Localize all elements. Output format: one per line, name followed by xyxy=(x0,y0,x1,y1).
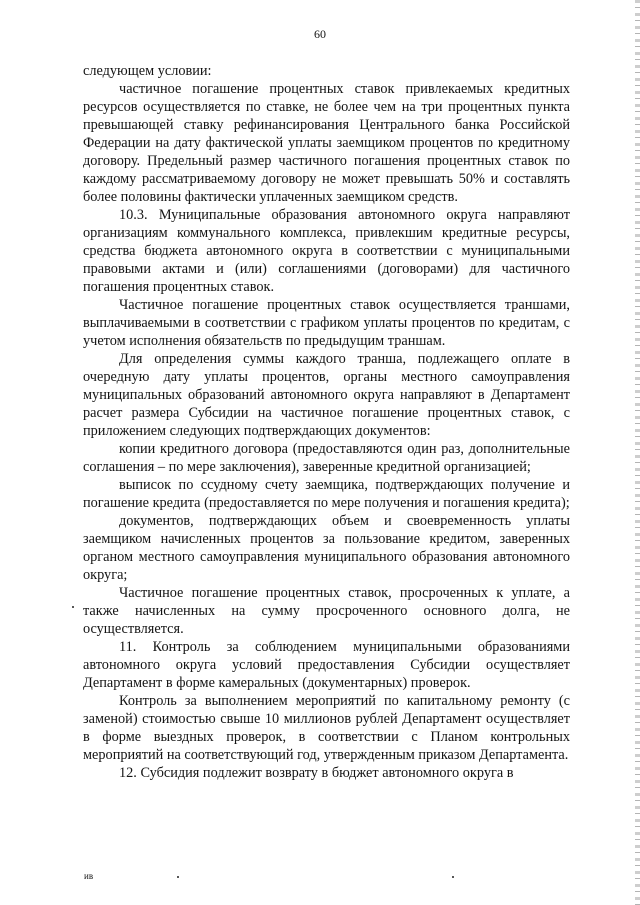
paragraph-11: Контроль за выполнением мероприятий по капитальному ремонту (с заменой) стоимостью свыше 10 миллионов рублей Департамент осуществляет в форме выездных проверок, в соответствии с Планом контрольных мероприятий на соответствующий год, утвержденным приказом Департамента. xyxy=(83,693,570,763)
footer-mark: ив xyxy=(84,871,94,881)
scan-dot xyxy=(72,606,74,608)
paragraph-9: Частичное погашение процентных ставок, просроченных к уплате, а также начисленных на сумму просроченного основного долга, не осуществляется. xyxy=(83,585,570,637)
paragraph-7: выписок по ссудному счету заемщика, подтверждающих получение и погашение кредита (предоставляется по мере получения и погашения кредита); xyxy=(83,477,570,511)
paragraph-2: частичное погашение процентных ставок привлекаемых кредитных ресурсов осуществляется по ставке, не более чем на три процентных пункта превышающей ставку рефинансирования Центрального банка Российской Федерации на дату фактической уплаты заемщиком процентов по кредитному договору. Предельный размер частичного погашения процентных ставок по каждому рассматриваемому договору не может превышать 50% и составлять более половины фактически уплаченных заемщиком средств. xyxy=(83,81,570,205)
paragraph-3: 10.3. Муниципальные образования автономного округа направляют организациям коммунального комплекса, привлекшим кредитные ресурсы, средства бюджета автономного округа в соответствии с муниципальными правовыми актами и (или) соглашениями (договорами) для частичного погашения процентных ставок. xyxy=(83,207,570,295)
paragraph-12: 12. Субсидия подлежит возврату в бюджет автономного округа в xyxy=(119,765,514,781)
scan-dot xyxy=(177,876,179,878)
paragraph-1: следующем условии: xyxy=(83,63,212,79)
paragraph-6: копии кредитного договора (предоставляются один раз, дополнительные соглашения – по мере заключения), заверенные кредитной организацией; xyxy=(83,441,570,475)
paragraph-4: Частичное погашение процентных ставок осуществляется траншами, выплачиваемыми в соответствии с графиком уплаты процентов по кредитам, с учетом исполнения обязательств по предыдущим траншам. xyxy=(83,297,570,349)
paragraph-10: 11. Контроль за соблюдением муниципальными образованиями автономного округа условий предоставления Субсидии осуществляет Департамент в форме камеральных (документарных) проверок. xyxy=(83,639,570,691)
page-number: 60 xyxy=(314,27,326,41)
scan-dot xyxy=(452,876,454,878)
document-body xyxy=(83,62,570,782)
paragraph-5: Для определения суммы каждого транша, подлежащего оплате в очередную дату уплаты процентов, органы местного самоуправления муниципальных образований автономного округа направляют в Департамент расчет размера Субсидии на частичное погашение процентных ставок, с приложением следующих подтверждающих документов: xyxy=(83,351,570,439)
scan-edge xyxy=(635,0,640,905)
paragraph-8: документов, подтверждающих объем и своевременность уплаты заемщиком начисленных процентов за пользование кредитом, заверенных органом местного самоуправления муниципального образования автономного округа; xyxy=(83,513,570,583)
